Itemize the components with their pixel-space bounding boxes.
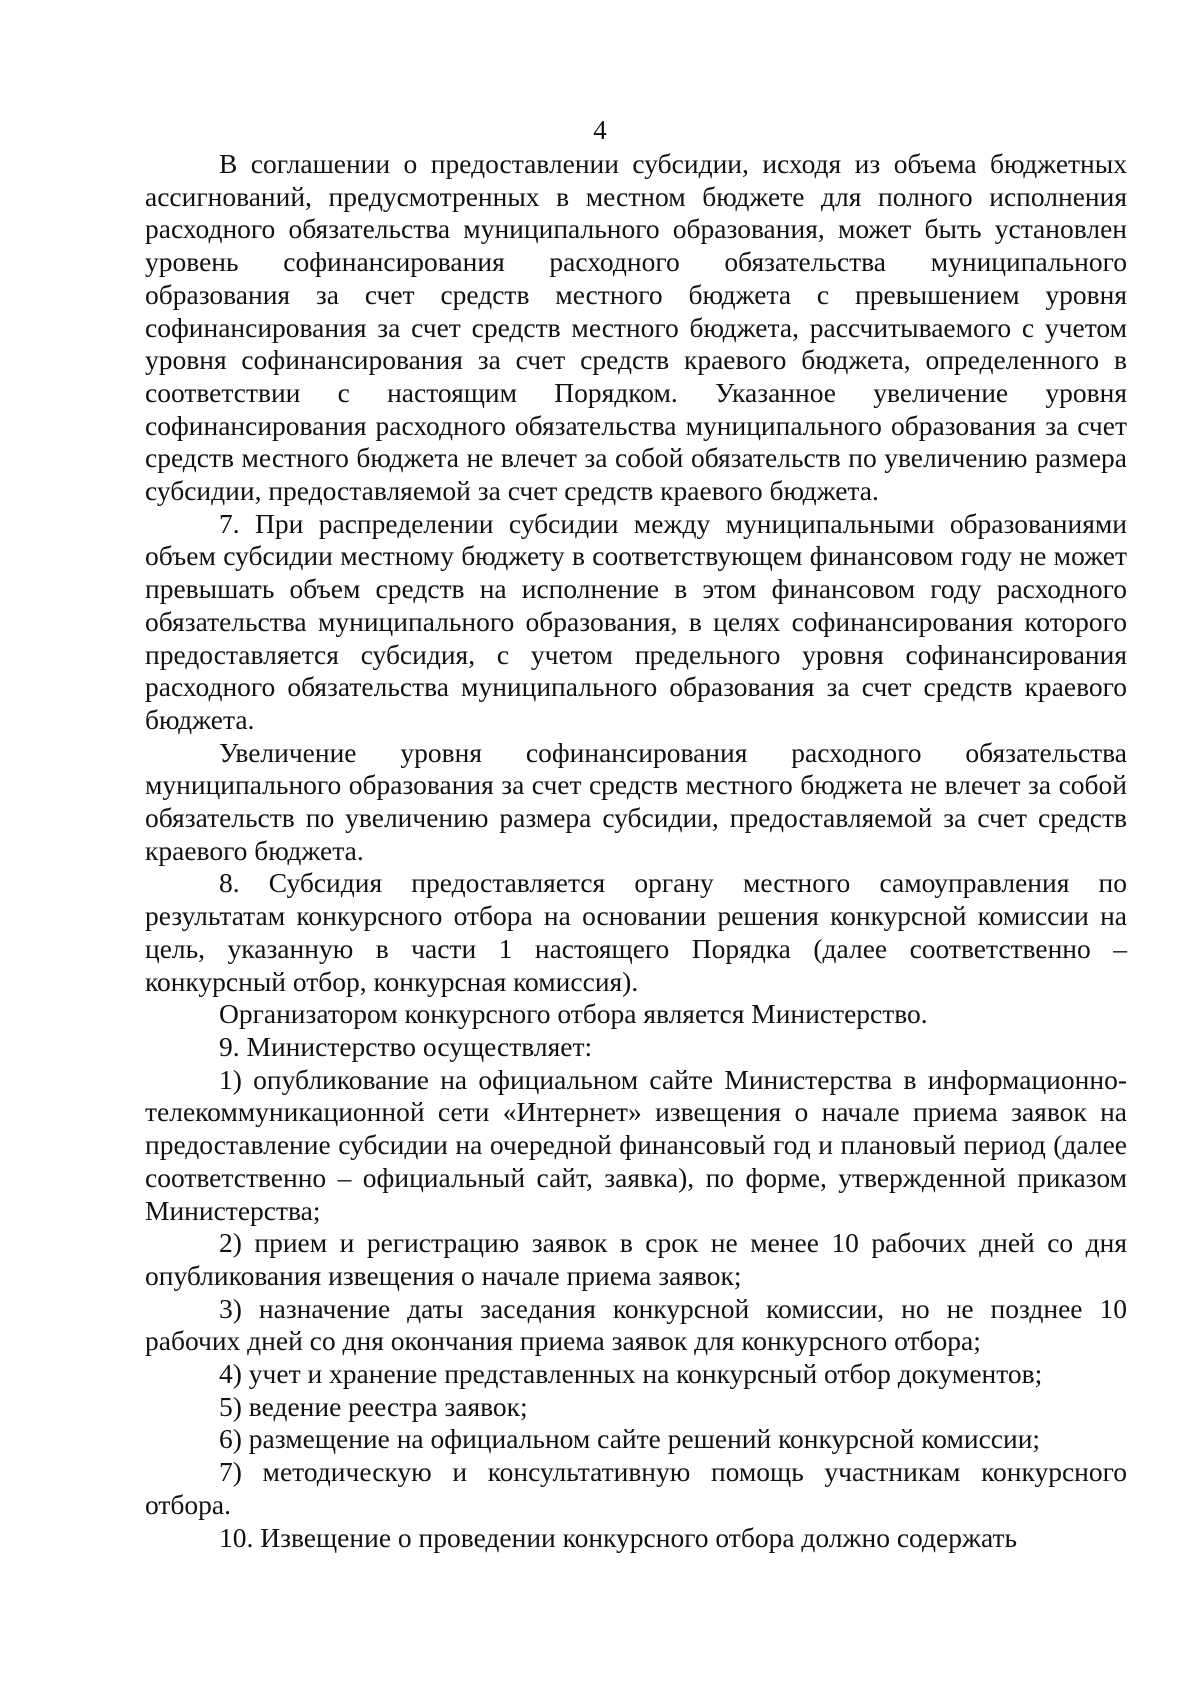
paragraph-cofinancing-agreement: В соглашении о предоставлении субсидии, исходя из объема бюджетных ассигнований, предусмотренных в местном бюджете для полного исполнения расходного обязательства муниципального образования, может быть установлен уровень софинансирования расходного обязательства муниципального образования за счет средств местного бюджета с превышением уровня софинансирования за счет средств местного бюджета, рассчитываемого с учетом уровня софинансирования за счет средств краевого бюджета, определенного в соответствии с настоящим Порядком. Указанное увеличение уровня софинансирования расходного обязательства муниципального образования за счет средств местного бюджета не влечет за собой обязательств по увеличению размера субсидии, предоставляемой за счет средств краевого бюджета.: [145, 148, 1127, 507]
paragraph-10-notice: 10. Извещение о проведении конкурсного отбора должно содержать: [219, 1521, 1018, 1553]
list-item-5-registry: 5) ведение реестра заявок;: [219, 1390, 528, 1422]
paragraph-cofinancing-increase: Увеличение уровня софинансирования расходного обязательства муниципального образования за счет средств местного бюджета не влечет за собой обязательств по увеличению размера субсидии, предоставляемой за счет средств краевого бюджета.: [145, 736, 1127, 866]
paragraph-8-competitive-selection: 8. Субсидия предоставляется органу местного самоуправления по результатам конкурсного отбора на основании решения конкурсной комиссии на цель, указанную в части 1 настоящего Порядка (далее соответственно – конкурсный отбор, конкурсная комиссия).: [145, 867, 1127, 997]
list-item-4-storage: 4) учет и хранение представленных на конкурсный отбор документов;: [219, 1358, 1043, 1390]
list-item-7-assistance: 7) методическую и консультативную помощь участникам конкурсного отбора.: [145, 1456, 1127, 1520]
list-item-1-publication: 1) опубликование на официальном сайте Министерства в информационно-телекоммуникационной сети «Интернет» извещения о начале приема заявок на предоставление субсидии на очередной финансовый год и плановый период (далее соответственно – официальный сайт, заявка), по форме, утвержденной приказом Министерства;: [145, 1063, 1127, 1226]
paragraph-organizer: Организатором конкурсного отбора является Министерство.: [219, 998, 928, 1030]
document-body: [145, 148, 1127, 1554]
list-item-2-registration: 2) прием и регистрацию заявок в срок не менее 10 рабочих дней со дня опубликования извещения о начале приема заявок;: [145, 1227, 1127, 1291]
paragraph-9-ministry-duties: 9. Министерство осуществляет:: [219, 1030, 593, 1062]
list-item-3-meeting-date: 3) назначение даты заседания конкурсной комиссии, но не позднее 10 рабочих дней со дня окончания приема заявок для конкурсного отбора;: [145, 1292, 1127, 1357]
paragraph-7-distribution: 7. При распределении субсидии между муниципальными образованиями объем субсидии местному бюджету в соответствующем финансовом году не может превышать объем средств на исполнение в этом финансовом году расходного обязательства муниципального образования, в целях софинансирования которого предоставляется субсидия, с учетом предельного уровня софинансирования расходного обязательства муниципального образования за счет средств краевого бюджета.: [145, 507, 1127, 735]
list-item-6-decisions: 6) размещение на официальном сайте решений конкурсной комиссии;: [219, 1423, 1041, 1455]
page-number: 4: [593, 115, 607, 145]
